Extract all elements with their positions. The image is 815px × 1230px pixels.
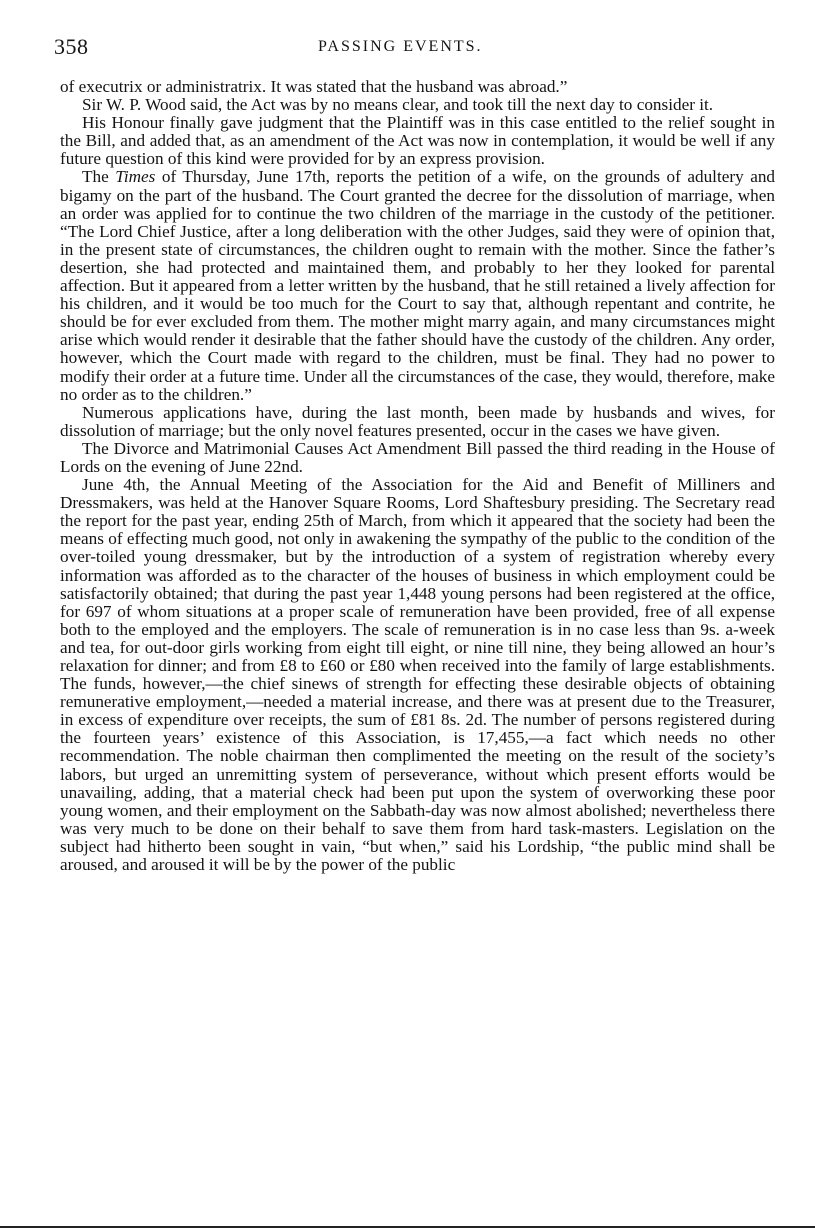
paragraph-4-text: of Thursday, June 17th, reports the petition of a wife, on the grounds of adultery and bigamy on the part of the husband. The Court granted the decree for the dissolution of marriage, when an order was applied for to continue the two children of the marriage in the custody of the petitioner. “The Lord Chief Justice, after a long deliberation with the other Judges, said they were of opinion that, in the present state of circumstances, the children ought to remain with the mother. Since the father’s desertion, she had protected and maintained them, and probably to her they looked for parental affection. But it appeared from a letter written by the husband, that he still retained a lively affection for his children, and it would be too much for the Court to say that, although repentant and contrite, he should be for ever excluded from them. The mother might marry again, and many circumstances might arise which would render it desirable that the father should have the custody of the children. Any order, however, which the Court made with regard to the children, must be final. They had no power to modify their order at a future time. Under all the circumstances of the case, they would, therefore, make no order as to the children.”	[60, 167, 776, 404]
page-number: 358	[54, 34, 89, 59]
times-lead: The	[82, 167, 109, 187]
paragraph-3: His Honour finally gave judgment that the Plaintiff was in this case entitled to the relief sought in the Bill, and added that, as an amendment of the Act was now in contemplation, it would be well if any future question of this kind were provided for by an express provision.	[60, 113, 775, 169]
paragraph-6: The Divorce and Matrimonial Causes Act Amendment Bill passed the third reading in the House of Lords on the evening of June 22nd.	[60, 438, 775, 476]
paragraph-2: Sir W. P. Wood said, the Act was by no means clear, and took till the next day to consider it.	[82, 95, 714, 115]
bottom-rule	[0, 1226, 815, 1228]
paragraph-5: Numerous applications have, during the last month, been made by husbands and wives, for dissolution of marriage; but the only novel features presented, occur in the cases we have given.	[60, 402, 775, 440]
body-text	[60, 78, 775, 874]
times-title: Times	[115, 167, 156, 187]
paragraph-4	[60, 168, 775, 403]
running-title: PASSING EVENTS.	[318, 38, 483, 55]
paragraph-7: June 4th, the Annual Meeting of the Association for the Aid and Benefit of Milliners and Dressmakers, was held at the Hanover Square Rooms, Lord Shaftesbury presiding. The Secretary read the report for the past year, ending 25th of March, from which it appeared that the society had been the means of effecting much good, not only in awakening the sympathy of the public to the condition of the over-toiled young dressmaker, but by the introduction of a system of registration whereby every information was afforded as to the character of the houses of business in which employment could be satisfactorily obtained; that during the past year 1,448 young persons had been registered at the office, for 697 of whom situations at a proper scale of remuneration have been provided, free of all expense both to the employed and the employers. The scale of remuneration is in no case less than 9s. a-week and tea, for out-door girls working from eight till eight, or nine till nine, they being allowed an hour’s relaxation for dinner; and from £8 to £60 or £80 when received into the family of large establishments. The funds, however,—the chief sinews of strength for effecting these desirable objects of obtaining remunerative employment,—needed a material increase, and there was at present due to the Treasurer, in excess of expenditure over receipts, the sum of £81 8s. 2d. The number of persons registered during the fourteen years’ existence of this Association, is 17,455,—a fact which needs no other recommendation. The noble chairman then complimented the meeting on the result of the society’s labors, but urged an unremitting system of perseverance, without which present efforts would be unavailing, adding, that a material check had been put upon the system of overworking these poor young women, and their employment on the Sabbath-day was now almost abolished; nevertheless there was very much to be done on their behalf to save them from hard task-masters. Legislation on the subject had hitherto been sought in vain, “but when,” said his Lordship, “the public mind shall be aroused, and aroused it will be by the power of the public	[60, 475, 775, 875]
paragraph-1: of executrix or administratrix. It was stated that the husband was abroad.”	[60, 77, 568, 96]
